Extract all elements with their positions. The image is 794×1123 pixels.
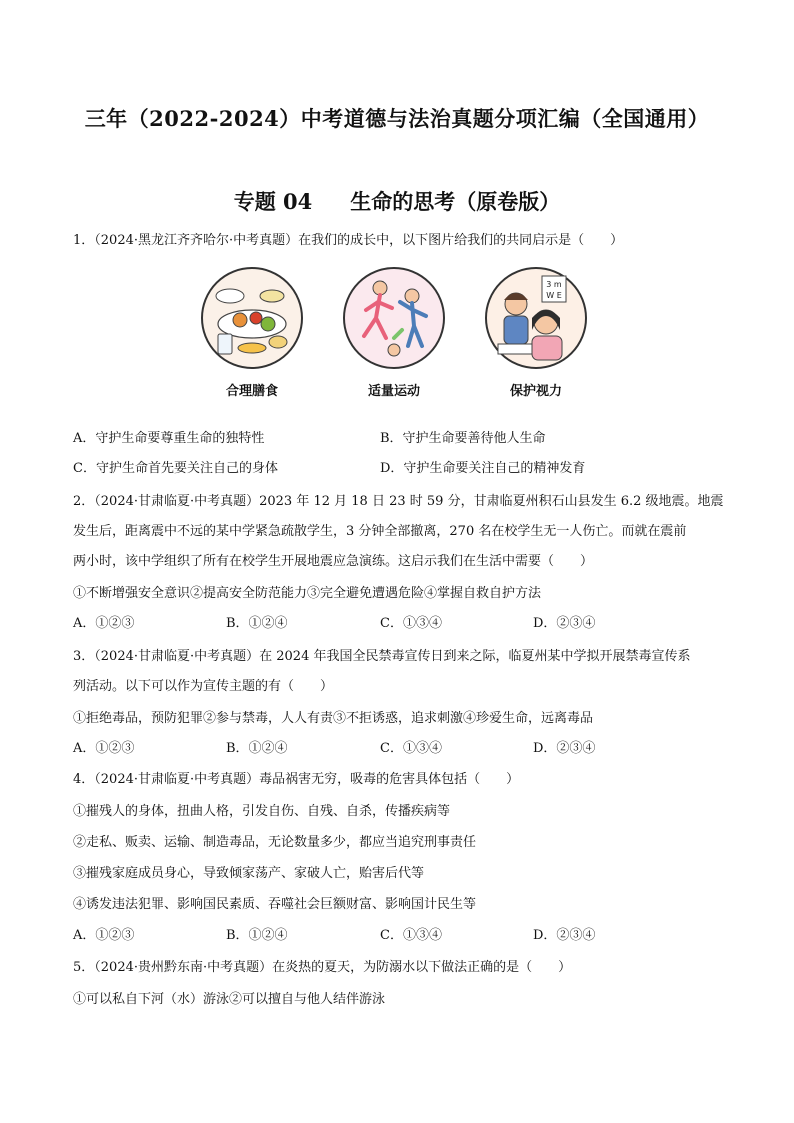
q1-option-b: B．守护生命要善待他人生命 — [380, 431, 546, 446]
q4-statement-1: ①摧残人的身体，扭曲人格，引发自伤、自残、自杀，传播疾病等 — [73, 804, 451, 819]
q1-stem: 1．（2024·黑龙江齐齐哈尔·中考真题）在我们的成长中，以下图片给我们的共同启示是（ ） — [73, 233, 624, 248]
eye-care-icon — [484, 266, 588, 370]
q2-option-a: A．①②③ — [73, 616, 135, 631]
food-plate-icon — [200, 266, 304, 370]
topic-name: 生命的思考（原卷版） — [350, 189, 561, 214]
q1-caption-exercise: 适量运动 — [367, 384, 420, 399]
q3-option-a: A．①②③ — [73, 741, 135, 756]
q3-option-b: B．①②④ — [226, 741, 288, 756]
q2-option-c: C．①③④ — [380, 616, 442, 631]
q3-option-c: C．①③④ — [380, 741, 442, 756]
q4-statement-4: ④诱发违法犯罪、影响国民素质、吞噬社会巨额财富、影响国计民生等 — [73, 897, 477, 912]
q2-option-b: B．①②④ — [226, 616, 288, 631]
q5-statements: ①可以私自下河（水）游泳②可以擅自与他人结伴游泳 — [73, 992, 386, 1007]
q4-option-d: D．②③④ — [533, 928, 596, 943]
q3-option-d: D．②③④ — [533, 741, 596, 756]
q1-option-d: D．守护生命要关注自己的精神发育 — [380, 461, 586, 476]
q1-option-c: C．守护生命首先要关注自己的身体 — [73, 461, 278, 476]
q5-stem: 5．（2024·贵州黔东南·中考真题）在炎热的夏天，为防溺水以下做法正确的是（ ） — [73, 960, 572, 975]
q1-option-a: A．守护生命要尊重生命的独特性 — [73, 431, 265, 446]
q2-stem-line-3: 两小时，该中学组织了所有在校学生开展地震应急演练。这启示我们在生活中需要（ ） — [73, 554, 594, 569]
q4-stem: 4．（2024·甘肃临夏·中考真题）毒品祸害无穷，吸毒的危害具体包括（ ） — [73, 772, 520, 787]
q3-stem-line-1: 3．（2024·甘肃临夏·中考真题）在 2024 年我国全民禁毒宣传日到来之际，临夏州某中学拟开展禁毒宣传系 — [73, 649, 691, 664]
topic-number: 专题 04 — [233, 189, 313, 214]
q2-stem-line-2: 发生后，距离震中不远的某中学紧急疏散学生，3 分钟全部撤离，270 名在校学生无一人伤亡。而就在震前 — [73, 524, 687, 539]
eye-chart-distance: 3 m — [546, 280, 562, 289]
q2-statements: ①不断增强安全意识②提高安全防范能力③完全避免遭遇危险④掌握自救自护方法 — [73, 586, 542, 601]
document-title: 三年（2022-2024）中考道德与法治真题分项汇编（全国通用） — [84, 106, 710, 131]
q1-caption-eye: 保护视力 — [509, 384, 562, 399]
q4-option-c: C．①③④ — [380, 928, 442, 943]
q4-option-a: A．①②③ — [73, 928, 135, 943]
q3-statements: ①拒绝毒品，预防犯罪②参与禁毒，人人有责③不拒诱惑，追求刺激④珍爱生命，远离毒品 — [73, 711, 594, 726]
q4-option-b: B．①②④ — [226, 928, 288, 943]
exercise-icon — [342, 266, 446, 370]
q1-figure — [197, 266, 597, 408]
q2-option-d: D．②③④ — [533, 616, 596, 631]
eye-chart-letters: W E — [546, 291, 562, 300]
q3-stem-line-2: 列活动。以下可以作为宣传主题的有（ ） — [73, 679, 334, 694]
q4-statement-2: ②走私、贩卖、运输、制造毒品，无论数量多少，都应当追究刑事责任 — [73, 835, 477, 850]
q1-caption-food: 合理膳食 — [225, 384, 278, 399]
q2-stem-line-1: 2．（2024·甘肃临夏·中考真题）2023 年 12 月 18 日 23 时 59 分，甘肃临夏州积石山县发生 6.2 级地震。地震 — [73, 494, 724, 509]
topic-title — [0, 186, 794, 216]
q4-statement-3: ③摧残家庭成员身心，导致倾家荡产、家破人亡，贻害后代等 — [73, 866, 425, 881]
